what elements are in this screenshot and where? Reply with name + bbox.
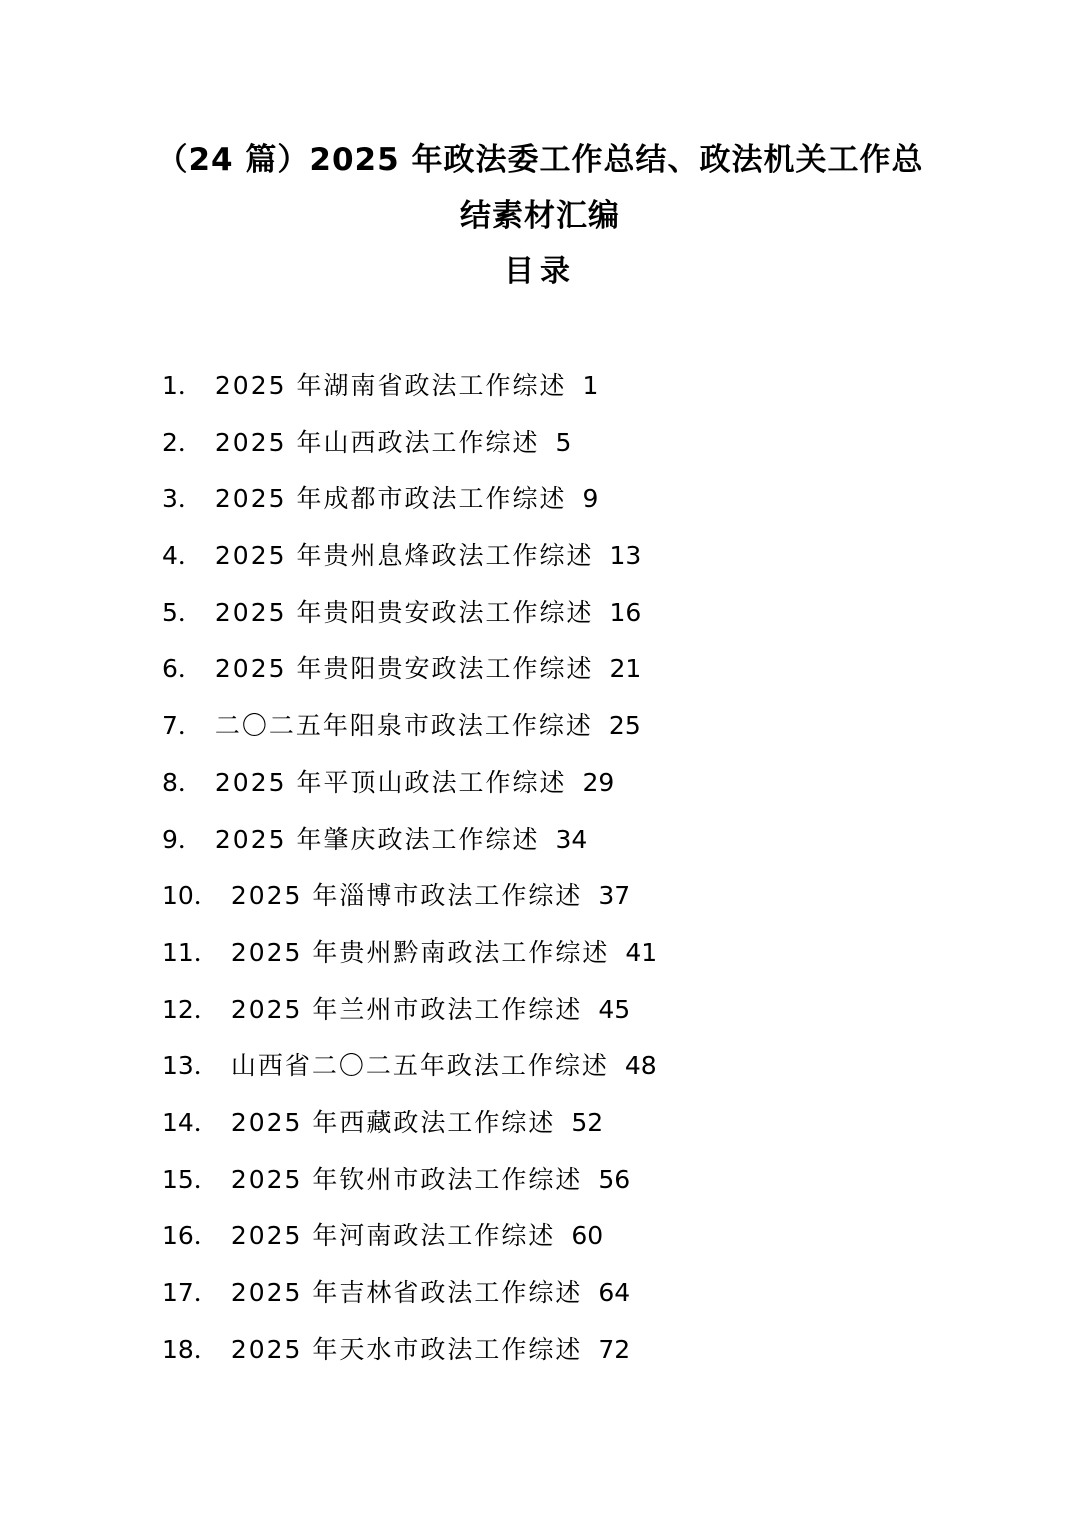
toc-entry-1[interactable] <box>162 366 922 423</box>
toc-entry-page: 1 <box>582 371 599 400</box>
toc-entry-page: 37 <box>598 881 631 911</box>
toc-entry-title: 2025 年天水市政法工作综述 <box>230 1334 583 1364</box>
toc-entry-title: 2025 年钦州市政法工作综述 <box>230 1164 583 1194</box>
toc-entry-number: 8． <box>162 767 203 797</box>
toc-entry-page: 9 <box>582 484 599 514</box>
toc-entry-10[interactable] <box>162 876 922 933</box>
toc-entry-title: 2025 年平顶山政法工作综述 <box>214 767 567 797</box>
toc-entry-5[interactable] <box>162 593 922 650</box>
toc-entry-page: 5 <box>555 427 572 457</box>
toc-entry-6[interactable] <box>162 649 922 706</box>
toc-entry-16[interactable] <box>162 1216 922 1273</box>
toc-entry-title: 二〇二五年阳泉市政法工作综述 <box>214 711 593 741</box>
toc-entry-title: 2025 年兰州市政法工作综述 <box>230 994 583 1024</box>
toc-entry-title: 2025 年淄博市政法工作综述 <box>230 881 583 911</box>
toc-entry-page: 64 <box>598 1278 631 1307</box>
toc-entry-page: 52 <box>571 1107 604 1137</box>
toc-entry-17[interactable] <box>162 1273 922 1330</box>
document-title-line-2: 结素材汇编 <box>460 198 620 234</box>
toc-entry-4[interactable] <box>162 536 922 593</box>
toc-entry-page: 72 <box>598 1334 631 1364</box>
toc-entry-number: 4． <box>162 541 203 571</box>
toc-entry-page: 21 <box>609 654 642 684</box>
toc-entry-number: 15． <box>162 1164 219 1194</box>
toc-entry-page: 25 <box>608 711 641 741</box>
toc-entry-title: 2025 年西藏政法工作综述 <box>230 1107 556 1137</box>
toc-entry-page: 41 <box>625 937 658 967</box>
toc-entry-number: 5． <box>162 597 203 627</box>
toc-entry-number: 13． <box>162 1051 219 1081</box>
toc-entry-7[interactable] <box>162 706 922 763</box>
toc-heading: 目录 <box>504 254 576 289</box>
toc-entry-page: 45 <box>598 994 631 1024</box>
toc-entry-11[interactable] <box>162 933 922 990</box>
toc-entry-number: 18． <box>162 1334 219 1364</box>
toc-entry-title: 2025 年贵州息烽政法工作综述 <box>214 541 594 571</box>
toc-entry-12[interactable] <box>162 990 922 1047</box>
toc-entry-14[interactable] <box>162 1103 922 1160</box>
toc-entry-page: 16 <box>609 597 642 627</box>
toc-entry-number: 3． <box>162 484 203 514</box>
toc-entry-18[interactable] <box>162 1330 922 1387</box>
toc-entry-9[interactable] <box>162 820 922 877</box>
toc-entry-page: 34 <box>555 824 588 854</box>
toc-entry-title: 2025 年贵州黔南政法工作综述 <box>230 937 610 967</box>
toc-entry-page: 29 <box>582 767 615 797</box>
table-of-contents <box>162 366 922 1386</box>
toc-entry-number: 7． <box>162 711 203 741</box>
toc-entry-title: 2025 年山西政法工作综述 <box>214 427 540 457</box>
toc-entry-title: 2025 年湖南省政法工作综述 <box>214 371 567 400</box>
toc-entry-number: 9． <box>162 824 203 854</box>
toc-entry-title: 2025 年成都市政法工作综述 <box>214 484 567 514</box>
toc-entry-title: 2025 年贵阳贵安政法工作综述 <box>214 597 594 627</box>
toc-entry-title: 山西省二〇二五年政法工作综述 <box>230 1051 609 1081</box>
toc-entry-number: 17． <box>162 1278 219 1307</box>
toc-entry-number: 6． <box>162 654 203 684</box>
toc-entry-number: 1． <box>162 371 203 400</box>
toc-entry-page: 60 <box>571 1221 604 1251</box>
toc-entry-page: 48 <box>624 1051 657 1081</box>
toc-entry-title: 2025 年河南政法工作综述 <box>230 1221 556 1251</box>
toc-entry-title: 2025 年吉林省政法工作综述 <box>230 1278 583 1307</box>
toc-entry-number: 12． <box>162 994 219 1024</box>
toc-entry-page: 13 <box>609 541 642 571</box>
toc-entry-title: 2025 年肇庆政法工作综述 <box>214 824 540 854</box>
toc-entry-15[interactable] <box>162 1160 922 1217</box>
toc-entry-2[interactable] <box>162 423 922 480</box>
toc-entry-number: 16． <box>162 1221 219 1251</box>
toc-entry-page: 56 <box>598 1164 631 1194</box>
toc-entry-number: 14． <box>162 1107 219 1137</box>
toc-entry-8[interactable] <box>162 763 922 820</box>
document-title-line-1: （24 篇）2025 年政法委工作总结、政法机关工作总 <box>156 142 924 178</box>
toc-entry-13[interactable] <box>162 1046 922 1103</box>
toc-entry-number: 10． <box>162 881 219 911</box>
toc-entry-number: 2． <box>162 427 203 457</box>
toc-entry-3[interactable] <box>162 479 922 536</box>
toc-entry-title: 2025 年贵阳贵安政法工作综述 <box>214 654 594 684</box>
toc-entry-number: 11． <box>162 937 219 967</box>
